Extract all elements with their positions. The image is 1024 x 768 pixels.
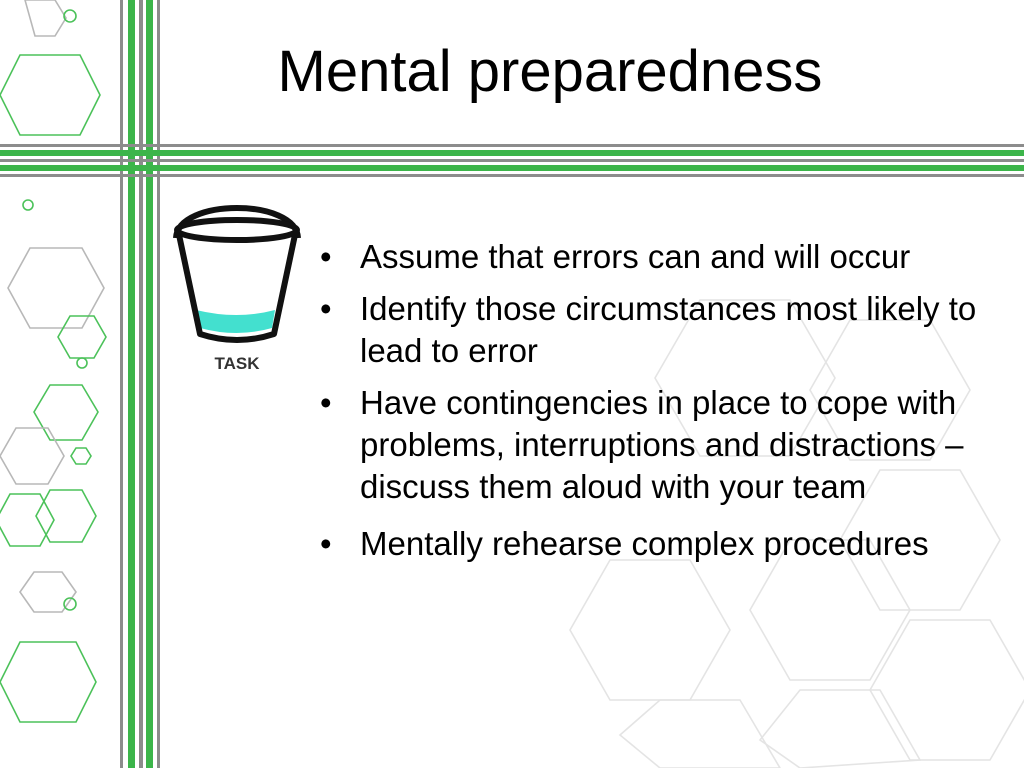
task-bucket-icon [168, 186, 308, 376]
list-item [318, 518, 978, 570]
bullet-dot: • [320, 290, 332, 327]
list-item [318, 236, 978, 278]
bullet-dot: • [320, 384, 332, 421]
bullet-text: Have contingencies in place to cope with problems, interruptions and distractions – discuss them aloud with your team [360, 384, 964, 505]
slide-title: Mental preparedness [277, 39, 823, 104]
bullet-dot: • [320, 238, 332, 275]
bullet-text: Assume that errors can and will occur [360, 238, 911, 275]
task-label: TASK [214, 354, 260, 373]
list-item [318, 288, 978, 372]
bullet-text: Mentally rehearse complex procedures [360, 525, 929, 562]
bullet-list [318, 236, 978, 580]
bullet-text: Identify those circumstances most likely to lead to error [360, 290, 977, 369]
bullet-dot: • [320, 525, 332, 562]
list-item [318, 382, 978, 508]
